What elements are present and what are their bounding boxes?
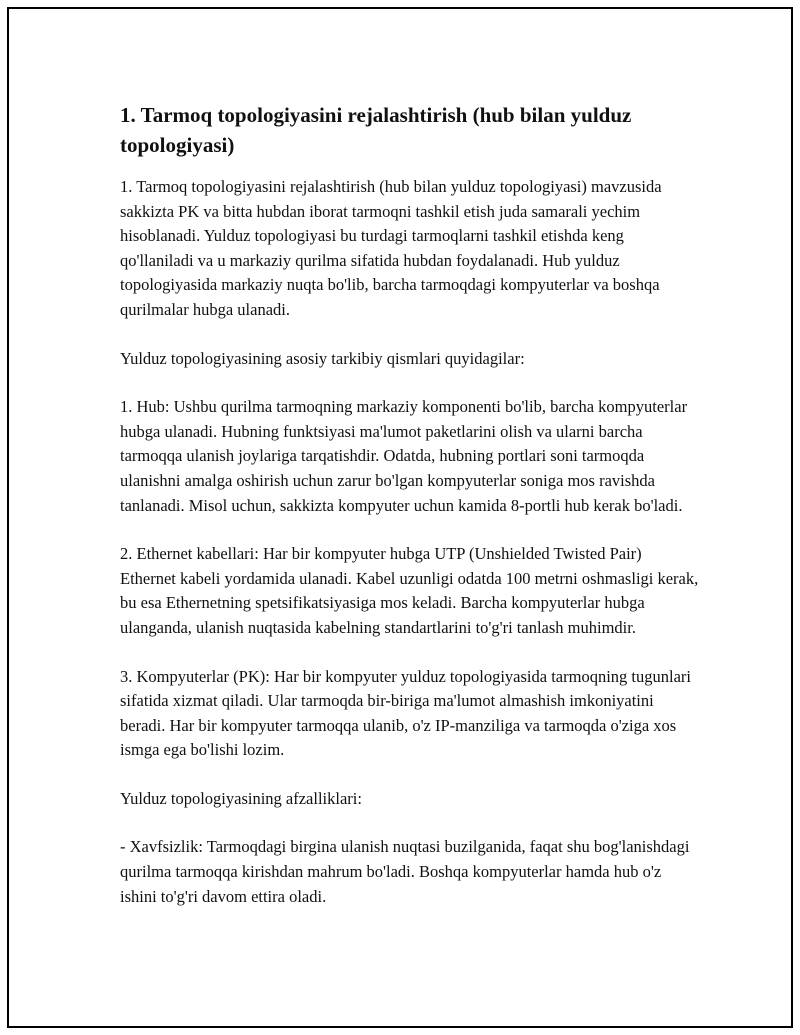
paragraph-security: - Xavfsizlik: Tarmoqdagi birgina ulanish nuqtasi buzilganida, faqat shu bog'lanishdagi qurilma tarmoqqa kirishdan mahrum bo'ladi. Boshqa kompyuterlar hamda hub o'z ishini to'g'ri davom ettira oladi. bbox=[120, 837, 690, 906]
paragraph-intro: 1. Tarmoq topologiyasini rejalashtirish (hub bilan yulduz topologiyasi) mavzusida sakkizta PK va bitta hubdan iborat tarmoqni tashkil etish juda samarali yechim hisoblanadi. Yulduz topologiyasi bu turdagi tarmoqlarni tashkil etishda keng qo'llaniladi va u markaziy qurilma sifatida hubdan foydalanadi. Hub yulduz topologiyasida markaziy nuqta bo'lib, barcha tarmoqdagi kompyuterlar va boshqa qurilmalar hubga ulanadi. bbox=[120, 177, 662, 319]
paragraph-advantages-heading: Yulduz topologiyasining afzalliklari: bbox=[120, 788, 362, 808]
paragraph-computers: 3. Kompyuterlar (PK): Har bir kompyuter yulduz topologiyasida tarmoqning tugunlari sifatida xizmat qiladi. Ular tarmoqda bir-biriga ma'lumot almashish imkoniyatini beradi. Har bir kompyuter tarmoqqa ulanib, o'z IP-manziliga va tarmoqda o'ziga xos ismga ega bo'lishi lozim. bbox=[120, 666, 691, 760]
document-title: 1. Tarmoq topologiyasini rejalashtirish (hub bilan yulduz topologiyasi) bbox=[120, 103, 632, 157]
paragraph-ethernet-cables: 2. Ethernet kabellari: Har bir kompyuter hubga UTP (Unshielded Twisted Pair) Ethernet kabeli yordamida ulanadi. Kabel uzunligi odatda 100 metrni oshmasligi kerak, bu esa Ethernetning spetsifikatsiyasiga mos keladi. Barcha kompyuterlar hubga ulanganda, ulanish nuqtasida kabelning standartlarini to'g'ri tanlash muhimdir. bbox=[120, 544, 699, 637]
paragraph-hub: 1. Hub: Ushbu qurilma tarmoqning markaziy komponenti bo'lib, barcha kompyuterlar hubga ulanadi. Hubning funktsiyasi ma'lumot paketlarini olish va ularni barcha tarmoqqa ulanish joylariga tarqatishdir. Odatda, hubning portlari soni tarmoqda ulanishni amalga oshirish uchun zarur bo'lgan kompyuterlar soniga mos ravishda tanlanadi. Misol uchun, sakkizta kompyuter uchun kamida 8-portli hub kerak bo'ladi. bbox=[120, 397, 688, 515]
document-body bbox=[120, 100, 700, 933]
page-frame bbox=[7, 7, 793, 1028]
paragraph-components-heading: Yulduz topologiyasining asosiy tarkibiy qismlari quyidagilar: bbox=[120, 348, 525, 368]
